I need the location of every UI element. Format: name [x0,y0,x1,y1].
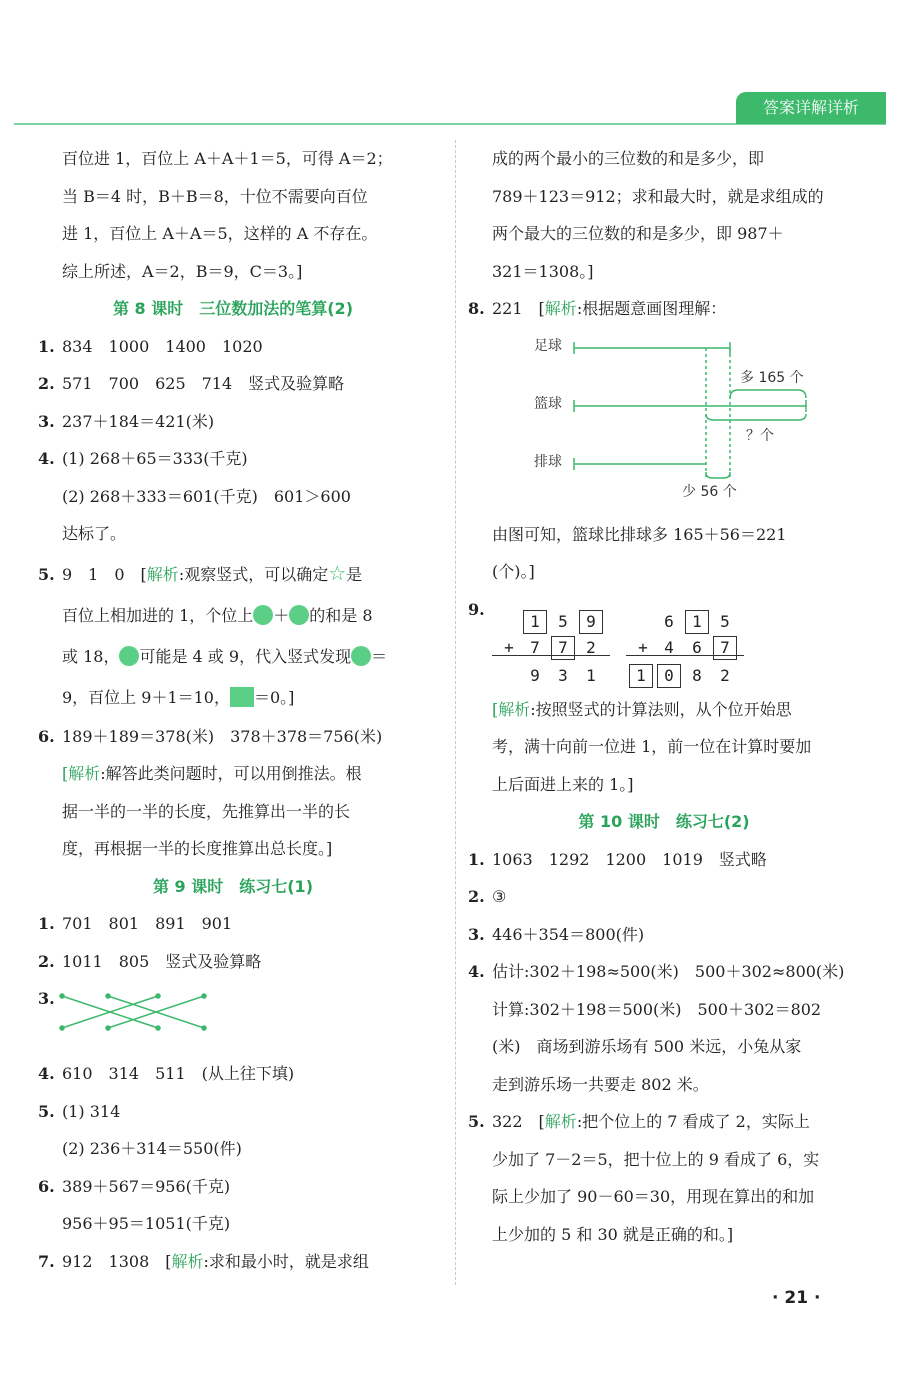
analysis-text: :解答此类问题时，可以用倒推法。根 [100,764,362,783]
question-number: 4. [38,1064,55,1083]
square-icon [230,687,254,707]
analysis-text: :按照竖式的计算法则，从个位开始思 [530,699,792,719]
analysis-text: 的和是 8 [309,605,373,625]
question-2 [468,878,860,916]
circle-icon [119,646,139,666]
digit-box: 9 [579,610,603,634]
text-line: 综上所述，A＝2，B＝9，C＝3。] [62,261,303,281]
answer: 610 314 511 (从上往下填) [62,1064,295,1083]
less-brace [706,472,730,478]
analysis-text: ＝0。] [254,687,295,707]
question-number: 2. [468,887,485,906]
text-line: 少加了 7－2＝5，把十位上的 9 看成了 6，实 [492,1149,820,1169]
answer: 189＋189＝378(米) 378＋378＝756(米) [62,726,383,746]
answer: 701 801 891 901 [62,914,233,933]
question-6 [38,1168,428,1206]
analysis-text: :求和最小时，就是求组 [203,1251,369,1271]
answer: 9 1 0 [ [62,564,147,584]
question-number: 5. [38,564,55,584]
label-less: 少 56 个 [682,483,737,500]
question-3 [468,916,860,954]
page-number: · 21 · [772,1288,821,1308]
question-number: 1. [468,849,485,869]
question-number: 8. [468,299,485,318]
question-number: 6. [38,1176,55,1196]
text-line: 达标了。 [62,524,127,543]
left-column [38,140,428,1280]
digit: 8 [692,665,702,685]
text-line: (2) 268＋333＝601(千克) 601＞600 [62,486,351,506]
analysis-text: 可能是 4 或 9，代入竖式发现 [139,646,352,666]
analysis-text: :把个位上的 7 看成了 2，实际上 [576,1112,810,1131]
label-question: ？个 [746,427,774,444]
star-icon: ☆ [328,560,347,585]
analysis-label: 解析 [68,764,101,783]
question-5 [38,553,428,595]
question-6 [38,718,428,756]
digit: 3 [558,665,568,685]
question-4 [38,440,428,478]
digit: 5 [558,611,568,631]
question-number: 3. [38,989,55,1008]
text-line [38,595,428,636]
text-line: 当 B＝4 时，B＋B＝8，十位不需要向百位 [62,186,368,206]
answer: 834 1000 1400 1020 [62,336,263,356]
digit: 7 [530,637,540,657]
question-5 [468,1103,860,1141]
analysis-text: 9，百位上 9＋1＝10， [62,687,230,707]
analysis-label: 解析 [146,564,179,584]
bracket: [ [492,699,499,719]
answer: 446＋354＝800(件) [492,924,645,944]
text-line: (个)。] [492,562,535,581]
question-number: 1. [38,336,55,356]
circle-icon [289,605,309,625]
text-line: 度，再根据一半的长度推算出总长度。] [62,839,333,858]
question-number: 6. [38,726,55,746]
question-2 [38,365,428,403]
vertical-calculation-2 [626,603,746,685]
analysis-text: ＋ [273,605,290,625]
text-line: 考，满十向前一位进 1，前一位在计算时要加 [492,737,812,756]
text-line: 计算:302＋198＝500(米) 500＋302＝802 [492,999,822,1019]
question-1 [38,905,428,943]
dot [60,1026,64,1030]
question-number: 2. [38,374,55,393]
question-3 [38,403,428,441]
answer: 1011 805 竖式及验算略 [62,951,262,971]
answer: 221 [ [492,299,545,318]
digit-box: 7 [713,636,737,660]
text-line: 上后面进上来的 1。] [492,774,634,794]
question-8 [468,290,860,328]
question-number: 7. [38,1251,55,1271]
question-number: 2. [38,951,55,971]
answer: 估计:302＋198≈500(米) 500＋302≈800(米) [492,962,845,981]
analysis-text: 或 18， [62,646,120,666]
question-1 [38,328,428,366]
dot [106,1026,110,1030]
text-line: 由图可知，篮球比排球多 165＋56＝221 [492,524,787,544]
sum-line [626,655,744,656]
question-4 [38,1055,428,1093]
answer: (1) 314 [62,1101,121,1121]
digit: 5 [720,611,730,631]
digit: 4 [664,637,674,657]
label-more: 多 165 个 [740,369,804,386]
right-column [468,140,860,1253]
label-volleyball: 排球 [534,453,562,470]
dot [106,994,110,998]
diagram-svg [468,328,860,516]
answer: 912 1308 [ [62,1251,172,1271]
digit: 6 [692,637,702,657]
answer: 389＋567＝956(千克) [62,1176,231,1196]
analysis-text: 百位上相加进的 1，个位上 [62,605,254,625]
analysis-text: :观察竖式，可以确定 [178,564,329,584]
text-line: (2) 236＋314＝550(件) [62,1139,242,1158]
bar-diagram [468,328,860,516]
digit-box: 1 [685,610,709,634]
section-title-8: 第 8 课时 三位数加法的笔算(2) [112,299,354,318]
matching-lines-figure [58,988,248,1036]
question-number: 3. [468,924,485,944]
column-divider [455,140,456,1285]
more-brace [730,390,806,398]
circle-icon [253,605,273,625]
answer: 237＋184＝421(米) [62,411,215,431]
analysis-label: 解析 [544,1112,577,1131]
section-title-10: 第 10 课时 练习七(2) [578,812,750,831]
dot [60,994,64,998]
text-line: 百位进 1，百位上 A＋A＋1＝5，可得 A＝2； [62,149,393,168]
bracket: [ [62,764,69,783]
text-line: (米) 商场到游乐场有 500 米远，小兔从家 [492,1037,802,1056]
text-line: 956＋95＝1051(千克) [62,1214,231,1233]
answer: 1063 1292 1200 1019 竖式略 [492,849,767,869]
dot [202,994,206,998]
text-line: 两个最大的三位数的和是多少，即 987＋ [492,224,784,243]
text-line: 321＝1308。] [492,261,594,281]
dot [156,994,160,998]
text-line: 际上少加了 90－60＝30，用现在算出的和加 [492,1187,815,1206]
digit-box: 0 [657,664,681,688]
total-brace [706,414,806,420]
plus-sign: + [638,637,648,657]
question-4 [468,953,860,991]
text-line: 789＋123＝912；求和最大时，就是求组成的 [492,186,824,206]
digit: 2 [720,665,730,685]
label-football: 足球 [534,337,562,354]
question-9 [468,591,860,691]
text-line [468,691,860,729]
analysis-text: 是 [346,564,363,584]
text-line [38,755,428,793]
text-line: 进 1，百位上 A＋A＝5，这样的 A 不存在。 [62,224,378,243]
text-line: 走到游乐场一共要走 802 米。 [492,1074,709,1094]
question-7 [38,1243,428,1281]
dot [156,1026,160,1030]
digit: 2 [586,637,596,657]
analysis-label: 解析 [498,699,531,719]
digit-box: 7 [551,636,575,660]
text-line: 上少加的 5 和 30 就是正确的和。] [492,1224,734,1244]
question-number: 9. [468,599,485,619]
digit: 9 [530,665,540,685]
text-line: 据一半的一半的长度，先推算出一半的长 [62,801,351,821]
vertical-calculation-1 [492,603,612,685]
sum-line [492,655,610,656]
section-title-9: 第 9 课时 练习七(1) [152,876,314,896]
analysis-label: 解析 [171,1251,204,1271]
answer: 322 [ [492,1112,545,1131]
text-line [38,636,428,677]
question-number: 5. [468,1112,485,1131]
digit-box: 1 [629,664,653,688]
text-line: 成的两个最小的三位数的和是多少，即 [492,149,765,168]
question-number: 4. [38,449,55,468]
answer: 571 700 625 714 竖式及验算略 [62,374,345,393]
dot [202,1026,206,1030]
digit-box: 1 [523,610,547,634]
analysis-text: :根据题意画图理解： [576,299,727,318]
question-5 [38,1093,428,1131]
question-number: 3. [38,411,55,431]
plus-sign: + [504,637,514,657]
digit: 1 [586,665,596,685]
text-line [38,677,428,718]
digit: 6 [664,611,674,631]
question-number: 1. [38,914,55,933]
question-2 [38,943,428,981]
circle-icon [351,646,371,666]
analysis-label: 解析 [544,299,577,318]
question-number: 5. [38,1101,55,1121]
header-tab: 答案详解详析 [736,92,886,124]
question-1 [468,841,860,879]
answer: (1) 268＋65＝333(千克) [62,449,248,468]
label-basketball: 篮球 [534,395,562,412]
question-number: 4. [468,962,485,981]
question-3 [38,980,428,1055]
answer: ③ [492,887,507,906]
analysis-text: ＝ [371,646,388,666]
